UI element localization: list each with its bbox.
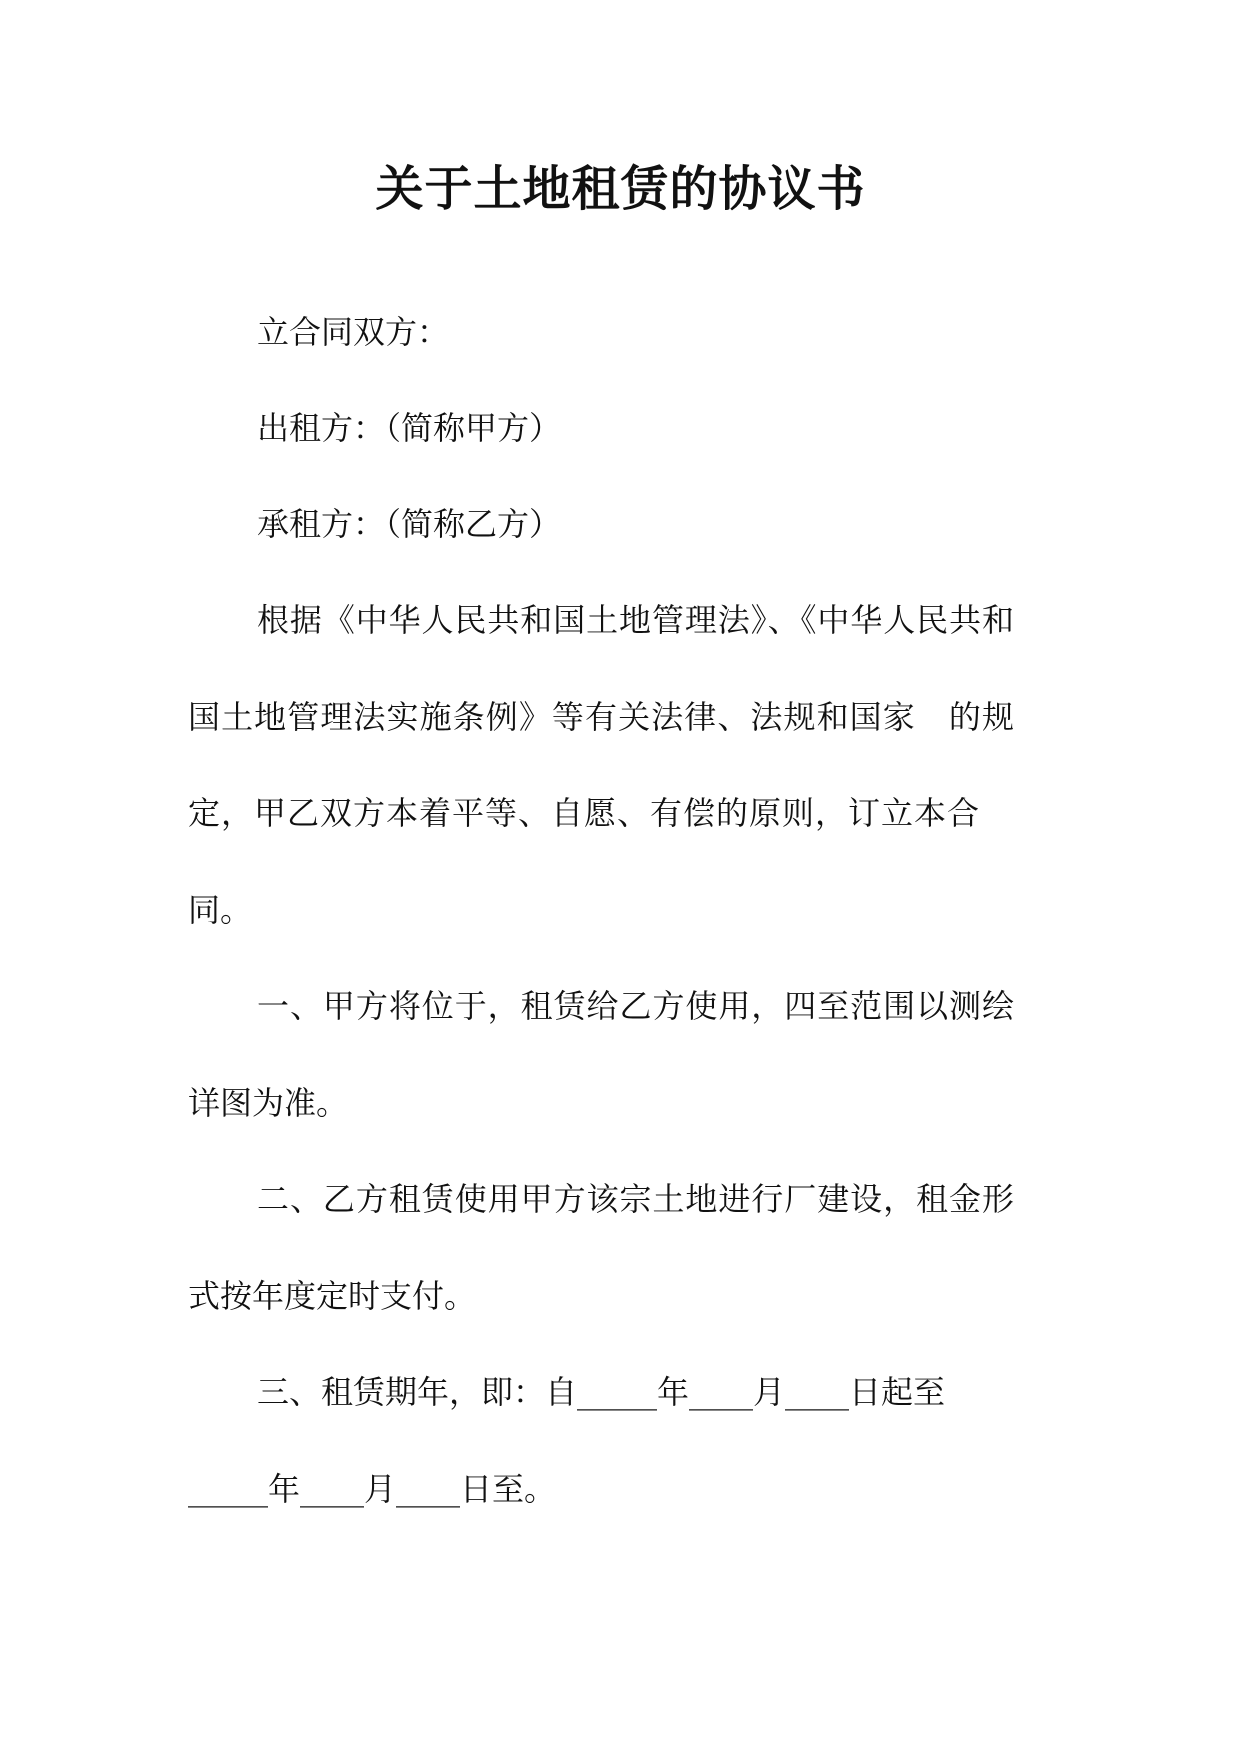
clause-3-line-1: 三、租赁期年，即：自_____年____月____日起至 — [257, 1373, 946, 1411]
paragraph-basis-line-3: 定，甲乙双方本着平等、自愿、有偿的原则，订立本合 — [188, 794, 979, 832]
clause-1-line-2: 详图为准。 — [188, 1084, 349, 1122]
paragraph-basis-line-4: 同。 — [188, 891, 253, 929]
paragraph-lessee: 承租方：（简称乙方） — [257, 505, 562, 543]
paragraph-basis-line-1: 根据《中华人民共和国土地管理法》、《中华人民共和 — [257, 601, 1014, 639]
clause-2-line-1: 二、乙方租赁使用甲方该宗土地进行厂建设，租金形 — [257, 1180, 1014, 1218]
paragraph-basis-line-2: 国土地管理法实施条例》等有关法律、法规和国家 的规 — [188, 698, 1014, 736]
clause-3-line-2: _____年____月____日至。 — [188, 1470, 557, 1508]
clause-1-line-1: 一、甲方将位于，租赁给乙方使用，四至范围以测绘 — [257, 987, 1014, 1025]
clause-2-line-2: 式按年度定时支付。 — [188, 1277, 477, 1315]
paragraph-parties: 立合同双方： — [257, 313, 450, 351]
paragraph-lessor: 出租方：（简称甲方） — [257, 409, 562, 447]
document-title: 关于土地租赁的协议书 — [375, 161, 866, 217]
